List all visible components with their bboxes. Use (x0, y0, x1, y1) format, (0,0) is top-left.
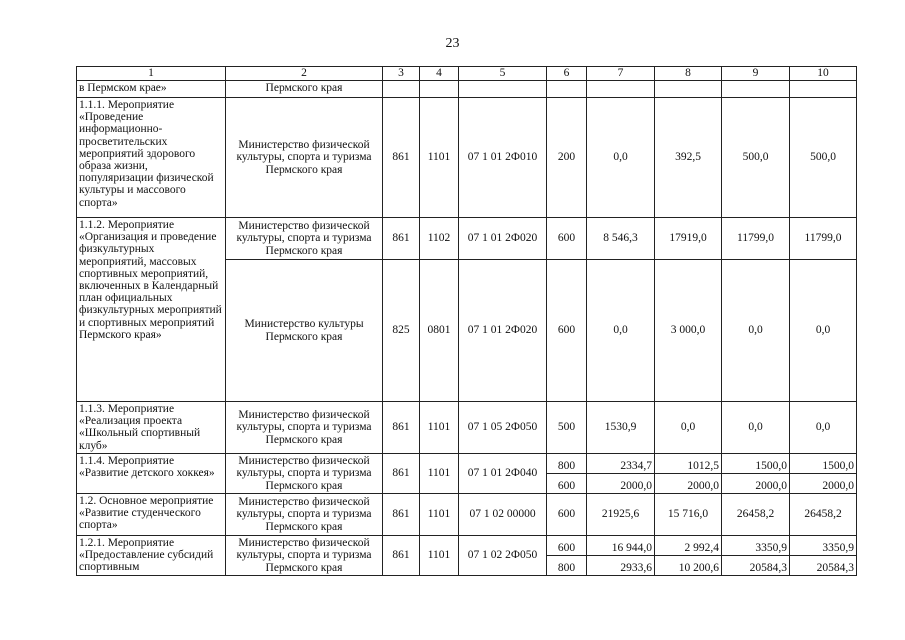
target-article-code: 07 1 02 2Ф050 (459, 536, 547, 576)
value-col8: 10 200,6 (655, 556, 722, 576)
value-col9: 2000,0 (722, 474, 790, 494)
grbs-code: 861 (383, 494, 420, 536)
event-name: 1.1.1. Мероприятие «Проведение информационно-просветительских мероприятий здорового образа жизни, популяризации физической культуры и массового спорта» (77, 98, 226, 218)
section-code: 1101 (420, 494, 459, 536)
value-col9: 500,0 (722, 98, 790, 218)
value-col8: 15 716,0 (655, 494, 722, 536)
section-code: 1101 (420, 402, 459, 454)
value-col7: 2000,0 (587, 474, 655, 494)
value-col8: 2000,0 (655, 474, 722, 494)
responsible-executor: Пермского края (226, 81, 383, 98)
column-number: 8 (655, 67, 722, 81)
budget-table (76, 66, 857, 576)
value-col9: 0,0 (722, 402, 790, 454)
value-col7: 2334,7 (587, 454, 655, 474)
value-col10: 2000,0 (790, 474, 857, 494)
value-col10: 500,0 (790, 98, 857, 218)
value-col8: 17919,0 (655, 218, 722, 260)
column-number: 3 (383, 67, 420, 81)
expense-type-code: 800 (547, 556, 587, 576)
value-col10: 3350,9 (790, 536, 857, 556)
responsible-executor: Министерство физической культуры, спорта и туризма Пермского края (226, 494, 383, 536)
expense-type-code: 600 (547, 536, 587, 556)
expense-type-code: 600 (547, 474, 587, 494)
responsible-executor: Министерство физической культуры, спорта и туризма Пермского края (226, 218, 383, 260)
value-col10: 20584,3 (790, 556, 857, 576)
section-code: 1101 (420, 536, 459, 576)
column-number: 10 (790, 67, 857, 81)
grbs-code: 825 (383, 260, 420, 402)
value-col8: 2 992,4 (655, 536, 722, 556)
expense-type-code: 600 (547, 218, 587, 260)
value-col7: 0,0 (587, 98, 655, 218)
column-number: 9 (722, 67, 790, 81)
expense-type-code: 600 (547, 260, 587, 402)
value-col10: 26458,2 (790, 494, 857, 536)
column-number-row (77, 67, 857, 81)
continuation-row (77, 81, 857, 98)
responsible-executor: Министерство культуры Пермского края (226, 260, 383, 402)
value-col7: 2933,6 (587, 556, 655, 576)
table-row (77, 494, 857, 536)
value-col8: 1012,5 (655, 454, 722, 474)
column-number: 5 (459, 67, 547, 81)
grbs-code: 861 (383, 536, 420, 576)
table-row (77, 98, 857, 218)
value-col7: 0,0 (587, 260, 655, 402)
grbs-code: 861 (383, 454, 420, 494)
expense-type-code: 800 (547, 454, 587, 474)
table-row (77, 218, 857, 260)
target-article-code: 07 1 01 2Ф020 (459, 260, 547, 402)
column-number: 6 (547, 67, 587, 81)
expense-type-code: 600 (547, 494, 587, 536)
value-col8: 0,0 (655, 402, 722, 454)
column-number: 4 (420, 67, 459, 81)
target-article-code: 07 1 01 2Ф020 (459, 218, 547, 260)
grbs-code: 861 (383, 402, 420, 454)
value-col7: 16 944,0 (587, 536, 655, 556)
value-col9: 0,0 (722, 260, 790, 402)
value-col9: 20584,3 (722, 556, 790, 576)
section-code: 1102 (420, 218, 459, 260)
table-row (77, 454, 857, 474)
responsible-executor: Министерство физической культуры, спорта и туризма Пермского края (226, 536, 383, 576)
grbs-code: 861 (383, 218, 420, 260)
value-col9: 3350,9 (722, 536, 790, 556)
value-col8: 392,5 (655, 98, 722, 218)
section-code: 0801 (420, 260, 459, 402)
event-name: 1.2.1. Мероприятие «Предоставление субсидий спортивным (77, 536, 226, 576)
value-col9: 1500,0 (722, 454, 790, 474)
value-col10: 0,0 (790, 402, 857, 454)
page-number: 23 (445, 36, 460, 51)
responsible-executor: Министерство физической культуры, спорта и туризма Пермского края (226, 454, 383, 494)
event-name: в Пермском крае» (77, 81, 226, 98)
value-col10: 1500,0 (790, 454, 857, 474)
value-col7: 1530,9 (587, 402, 655, 454)
target-article-code: 07 1 01 2Ф040 (459, 454, 547, 494)
responsible-executor: Министерство физической культуры, спорта и туризма Пермского края (226, 98, 383, 218)
event-name: 1.1.4. Мероприятие «Развитие детского хоккея» (77, 454, 226, 494)
column-number: 7 (587, 67, 655, 81)
value-col7: 8 546,3 (587, 218, 655, 260)
target-article-code: 07 1 02 00000 (459, 494, 547, 536)
value-col9: 26458,2 (722, 494, 790, 536)
event-name: 1.2. Основное мероприятие «Развитие студенческого спорта» (77, 494, 226, 536)
value-col10: 0,0 (790, 260, 857, 402)
value-col8: 3 000,0 (655, 260, 722, 402)
table-row (77, 402, 857, 454)
section-code: 1101 (420, 98, 459, 218)
value-col10: 11799,0 (790, 218, 857, 260)
event-name: 1.1.2. Мероприятие «Организация и проведение физкультурных мероприятий, массовых спортивных мероприятий, включенных в Календарный план официальных физкультурных мероприятий и спортивных мероприятий Пермского края» (77, 218, 226, 402)
value-col9: 11799,0 (722, 218, 790, 260)
target-article-code: 07 1 05 2Ф050 (459, 402, 547, 454)
expense-type-code: 200 (547, 98, 587, 218)
responsible-executor: Министерство физической культуры, спорта и туризма Пермского края (226, 402, 383, 454)
target-article-code: 07 1 01 2Ф010 (459, 98, 547, 218)
expense-type-code: 500 (547, 402, 587, 454)
table-row (77, 536, 857, 556)
column-number: 2 (226, 67, 383, 81)
value-col7: 21925,6 (587, 494, 655, 536)
event-name: 1.1.3. Мероприятие «Реализация проекта «Школьный спортивный клуб» (77, 402, 226, 454)
section-code: 1101 (420, 454, 459, 494)
column-number: 1 (77, 67, 226, 81)
grbs-code: 861 (383, 98, 420, 218)
